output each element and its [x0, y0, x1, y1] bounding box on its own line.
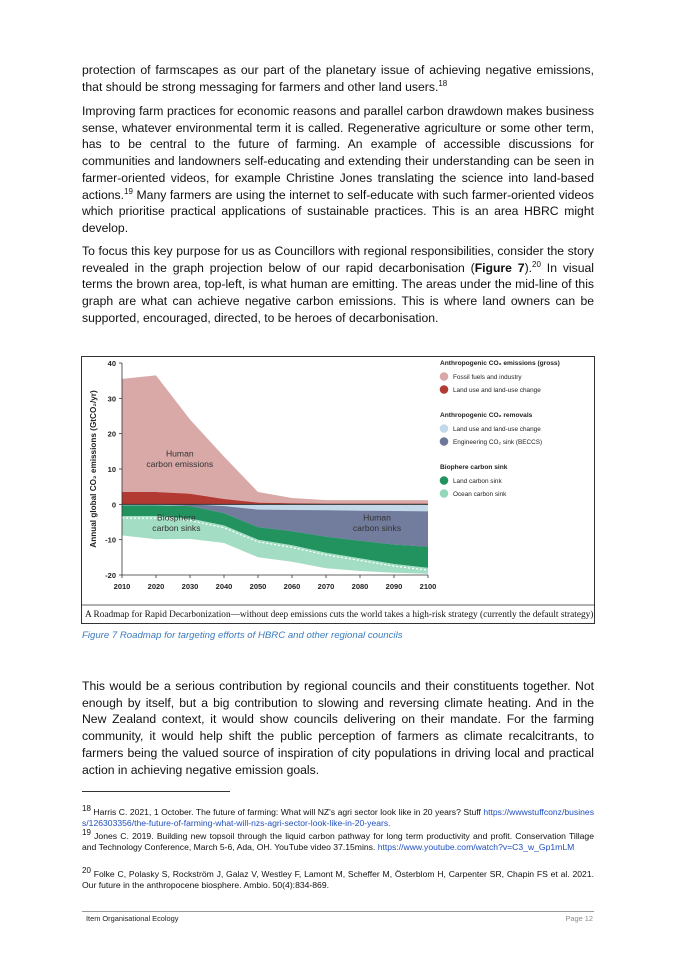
x-tick-label: 2080 — [351, 582, 369, 591]
footnote-text: Jones C. 2019. Building new topsoil through the liquid carbon pathway for long term productivity and profit. Conservation Tillage and Technology Conference, March 5-6, Ada, OH. YouTube video 37.15mins. — [82, 831, 594, 853]
figure-ref[interactable]: Figure 7 — [474, 260, 525, 275]
paragraph-text: This would be a serious contribution by regional councils and their constituents together. Not enough by itself, but a big contribution to slowing and reversing climate heating. And in the New Zealand context, it would show councils delivering on their mandate. For the farming community, it would help shift the public perception of farmers as climate recalcitrants, to farmers being the valued source of inspiration of city populations in driving local and practical action in achieving negative emission goals. — [82, 679, 594, 777]
x-tick-label: 2070 — [317, 582, 335, 591]
annotation-human-emissions: Human carbon emissions — [146, 448, 214, 470]
y-tick-label: 40 — [107, 359, 116, 368]
legend-heading: Anthropogenic CO₂ removals — [440, 412, 533, 419]
y-tick-label: -10 — [105, 535, 116, 545]
legend-label: Land carbon sink — [453, 478, 502, 485]
paragraph-text: To focus this key purpose for us as Councillors with regional responsibilities, consider the story revealed in the graph projection below of our rapid decarbonisation ( — [82, 244, 594, 275]
legend-swatch — [440, 476, 449, 485]
x-tick-label: 2010 — [113, 582, 131, 591]
paragraph-text: In visual terms the brown area, top-left, is what human are emitting. The areas under the mid-line of this graph are what can achieve negative carbon emissions. This is where land owners can be supported, encouraged, directed, to be heroes of decarbonisation. — [82, 260, 594, 325]
legend-label: Ocean carbon sink — [453, 491, 507, 498]
y-tick-label: -20 — [105, 571, 116, 580]
footnote-number: 19 — [82, 828, 91, 838]
annotation-biosphere-sinks: Biosphere carbon sinks — [152, 512, 201, 534]
y-tick-label: 0 — [111, 500, 116, 510]
paragraph-1 — [82, 62, 594, 95]
footnote-19 — [82, 828, 594, 854]
legend-label: Fossil fuels and industry — [453, 374, 522, 381]
x-tick-label: 2020 — [147, 582, 165, 591]
footnote-number: 20 — [82, 866, 91, 876]
legend-swatch — [440, 372, 449, 381]
footnote-text: Folke C, Polasky S, Rockström J, Galaz V, Westley F, Lamont M, Scheffer M, Österblom H, Carpenter SR, Chapin FS et al. 2021. Our future in the anthropocene biosphere. Ambio. 50(4):834-869. — [82, 869, 594, 891]
paragraph-4 — [82, 678, 594, 778]
footnote-20 — [82, 866, 594, 892]
legend-swatch — [440, 437, 449, 446]
page-number: Page 12 — [565, 914, 593, 923]
footnote-ref[interactable]: 19 — [124, 186, 133, 196]
footnote-link[interactable]: https://www.youtube.com/watch?v=C3_w_Gp1mLM — [377, 842, 575, 853]
chart-legend — [440, 360, 560, 498]
paragraph-text: ). — [524, 260, 533, 275]
legend-swatch — [440, 424, 449, 433]
footnote-link[interactable]: https://wwwstuffconz/business/126303356/the-future-of-farming-what-will-nzs-agri-sector-look-like-in-20-years. — [82, 807, 594, 829]
legend-label: Engineering CO₂ sink (BECCS) — [453, 439, 543, 446]
footnote-separator — [82, 791, 230, 792]
footnote-ref[interactable]: 18 — [438, 78, 448, 88]
figure-7 — [81, 356, 595, 624]
y-axis-label: Annual global CO₂ emissions (GtCO₂/yr) — [89, 390, 98, 548]
x-tick-label: 2060 — [283, 582, 301, 591]
emissions-chart — [82, 357, 594, 623]
annotation-human-sinks: Human carbon sinks — [352, 512, 402, 534]
legend-label: Land use and land-use change — [453, 387, 541, 394]
x-tick-label: 2040 — [215, 582, 233, 591]
footnote-text: Harris C. 2021, 1 October. The future of farming: What will NZ's agri sector look like in 20 years? Stuff — [90, 807, 484, 817]
figure-caption: Figure 7 Roadmap for targeting efforts of HBRC and other regional councils — [82, 630, 403, 641]
y-tick-label: 20 — [107, 429, 116, 439]
paragraph-2 — [82, 103, 594, 237]
x-tick-label: 2050 — [249, 582, 267, 591]
legend-heading: Biophere carbon sink — [440, 464, 508, 471]
legend-swatch — [440, 489, 449, 498]
footer-rule — [82, 911, 594, 912]
x-tick-label: 2030 — [181, 582, 199, 591]
paragraph-text: Many farmers are using the internet to self-educate with such farmer-oriented videos which prioritise practical applications of sustainable practices. This is an area HBRC might develop. — [82, 187, 594, 235]
x-tick-label: 2090 — [385, 582, 403, 591]
figure-banner: A Roadmap for Rapid Decarbonization—without deep emissions cuts the world takes a high-risk strategy (currently the default strategy) — [85, 610, 594, 620]
y-tick-label: 30 — [107, 394, 116, 404]
paragraph-text: protection of farmscapes as our part of the planetary issue of achieving negative emissions, that should be strong messaging for farmers and other land users. — [82, 63, 594, 94]
footnote-18 — [82, 804, 594, 830]
paragraph-text: Improving farm practices for economic reasons and parallel carbon drawdown makes business sense, whatever environmental term it is called. Regenerative agriculture or some other term, has to be central to the future of farming. An example of accessible discussions for communities and landowners self-educating and extending their understanding can be seen in farmer-oriented videos, for example Christine Jones translating the science into land-based actions. — [82, 104, 594, 202]
legend-swatch — [440, 385, 449, 394]
paragraph-3 — [82, 243, 594, 327]
y-tick-label: 10 — [107, 465, 116, 474]
fossil-fuel-area — [122, 375, 428, 503]
footnote-ref[interactable]: 20 — [532, 259, 541, 269]
legend-label: Land use and land-use change — [453, 426, 541, 433]
footer-item-label: Item Organisational Ecology — [86, 914, 179, 923]
x-tick-label: 2100 — [419, 582, 437, 591]
chart-areas — [122, 375, 428, 573]
legend-heading: Anthropogenic CO₂ emissions (gross) — [440, 360, 560, 367]
footnote-number: 18 — [82, 804, 91, 814]
